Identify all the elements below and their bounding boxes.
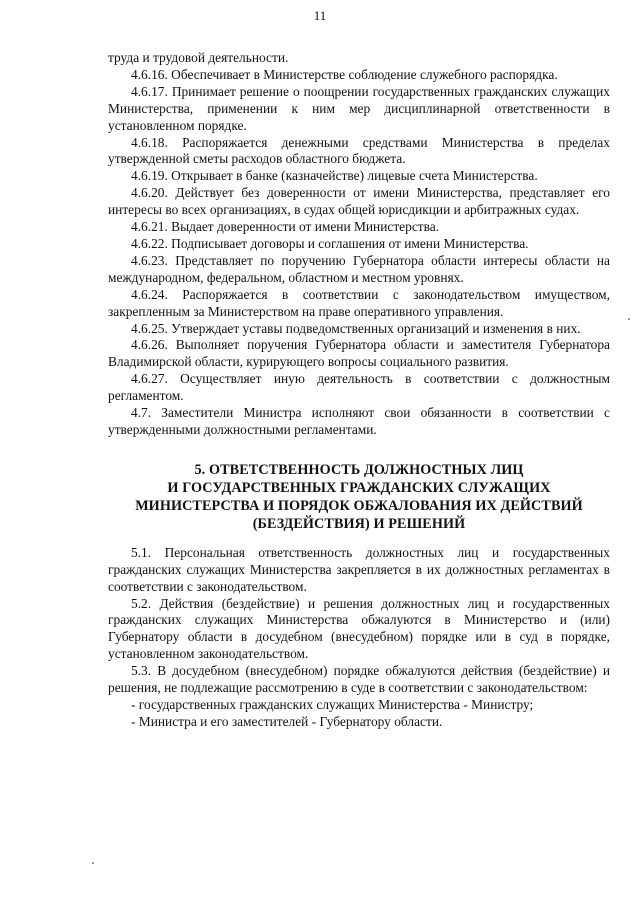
paragraph-5-2: 5.2. Действия (бездействие) и решения должностных лиц и государственных гражданских служащих Министерства обжалуются в Министерство и (или) Губернатору области в досудебном (внесудебном) порядке или в суд в порядке, установленном законодательством.: [108, 595, 610, 662]
paragraph-4-6-19: 4.6.19. Открывает в банке (казначействе) лицевые счета Министерства.: [131, 168, 538, 184]
paragraph-4-6-24: 4.6.24. Распоряжается в соответствии с законодательством имуществом, закрепленным за Министерством на праве оперативного управления.: [108, 286, 610, 319]
scan-speck: [92, 862, 94, 864]
paragraph-4-6-25: 4.6.25. Утверждает уставы подведомственных организаций и изменения в них.: [131, 320, 581, 336]
document-body: [108, 50, 610, 731]
paragraph-4-6-22: 4.6.22. Подписывает договоры и соглашения от имени Министерства.: [131, 235, 529, 251]
heading-line: 5. ОТВЕТСТВЕННОСТЬ ДОЛЖНОСТНЫХ ЛИЦ: [194, 461, 524, 478]
paragraph-4-6-17: 4.6.17. Принимает решение о поощрении государственных гражданских служащих Министерства, применении к ним мер дисциплинарной ответственности в установленном порядке.: [108, 83, 610, 133]
heading-line: И ГОСУДАРСТВЕННЫХ ГРАЖДАНСКИХ СЛУЖАЩИХ: [167, 479, 551, 496]
scan-speck: [628, 318, 630, 320]
paragraph-4-6-26: 4.6.26. Выполняет поручения Губернатора области и заместителя Губернатора Владимирской области, курирующего вопросы социального развития.: [108, 337, 610, 370]
paragraph-4-6-18: 4.6.18. Распоряжается денежными средствами Министерства в пределах утвержденной сметы расходов областного бюджета.: [108, 134, 610, 167]
heading-line: МИНИСТЕРСТВА И ПОРЯДОК ОБЖАЛОВАНИЯ ИХ ДЕЙСТВИЙ: [135, 497, 583, 514]
paragraph-4-6-21: 4.6.21. Выдает доверенности от имени Министерства.: [131, 219, 440, 235]
list-item: - государственных гражданских служащих Министерства - Министру;: [131, 697, 534, 712]
paragraph-5-3: 5.3. В досудебном (внесудебном) порядке обжалуются действия (бездействие) и решения, не подлежащие рассмотрению в суде в соответствии с законодательством:: [108, 663, 610, 696]
paragraph: труда и трудовой деятельности.: [108, 50, 289, 65]
paragraph-4-6-23: 4.6.23. Представляет по поручению Губернатора области интересы области на международном, федеральном, областном и местном уровнях.: [108, 252, 610, 285]
section-heading: [108, 461, 610, 533]
paragraph-4-7: 4.7. Заместители Министра исполняют свои обязанности в соответствии с утвержденными должностными регламентами.: [108, 405, 610, 437]
paragraph-4-6-16: 4.6.16. Обеспечивает в Министерстве соблюдение служебного распорядка.: [131, 66, 558, 82]
page-number: 11: [313, 8, 327, 23]
paragraph-4-6-20: 4.6.20. Действует без доверенности от имени Министерства, представляет его интересы во всех организациях, в судах общей юрисдикции и арбитражных судах.: [108, 185, 610, 218]
paragraph-5-1: 5.1. Персональная ответственность должностных лиц и государственных гражданских служащих Министерства закрепляется в их должностных регламентах в соответствии с законодательством.: [108, 544, 610, 594]
list-item: - Министра и его заместителей - Губернатору области.: [131, 713, 443, 729]
heading-line: (БЕЗДЕЙСТВИЯ) И РЕШЕНИЙ: [252, 515, 466, 532]
paragraph-4-6-27: 4.6.27. Осуществляет иную деятельность в соответствии с должностным регламентом.: [108, 371, 610, 404]
